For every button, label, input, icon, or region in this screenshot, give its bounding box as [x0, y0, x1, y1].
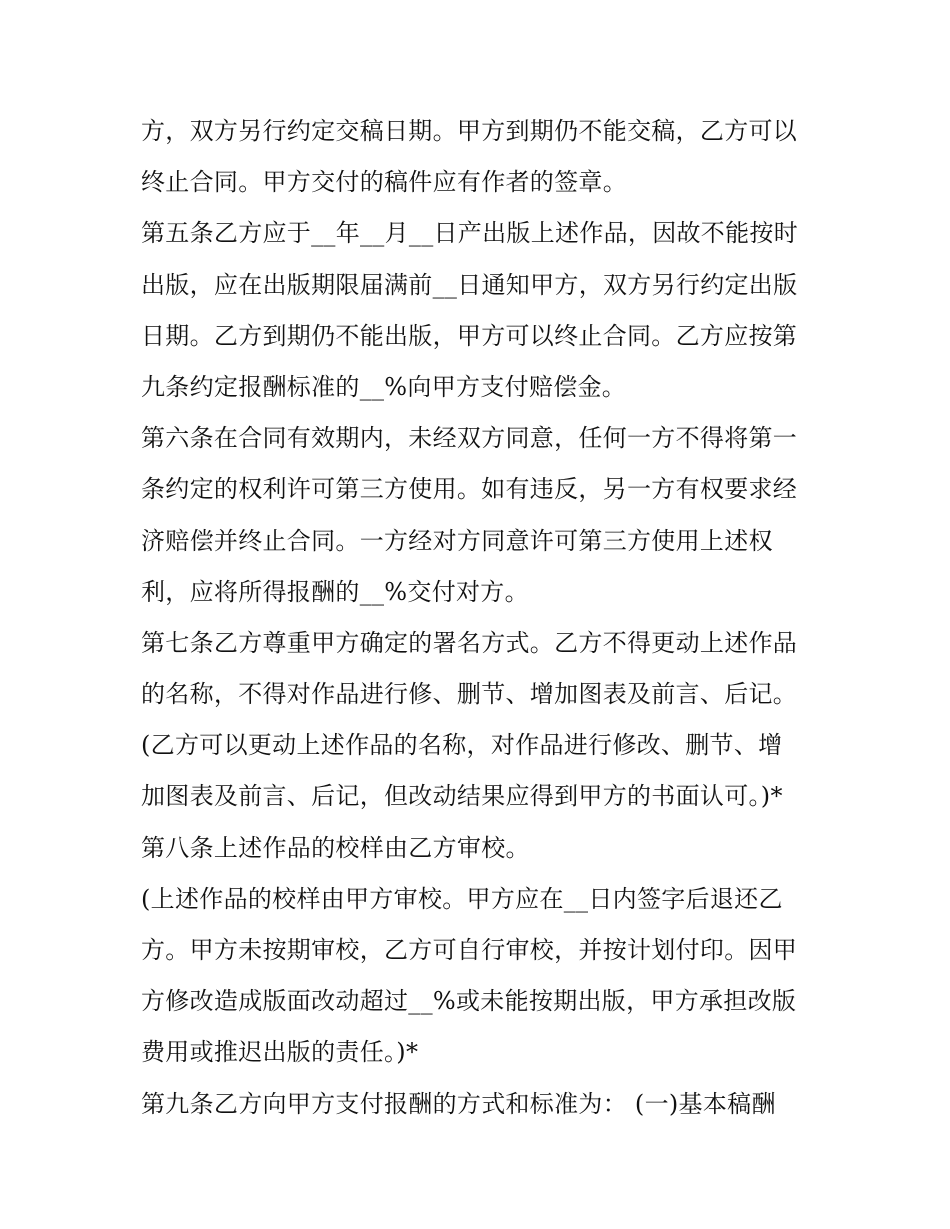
text-line: 第七条乙方尊重甲方确定的署名方式。乙方不得更动上述作品 [141, 628, 798, 657]
text-line: 方，双方另行约定交稿日期。甲方到期仍不能交稿，乙方可以 [141, 117, 798, 145]
contract-text [141, 106, 821, 1130]
text-line: 出版，应在出版期限届满前__日通知甲方，双方另行约定出版 [141, 270, 798, 299]
text-line: 济赔偿并终止合同。一方经对方同意许可第三方使用上述权 [141, 526, 773, 555]
text-line: 第五条乙方应于__年__月__日产出版上述作品，因故不能按时 [141, 219, 798, 248]
text-line: 加图表及前言、后记，但改动结果应得到甲方的书面认可。)* [141, 782, 783, 811]
text-line: 方。甲方未按期审校，乙方可自行审校，并按计划付印。因甲 [141, 936, 798, 964]
text-line: 方修改造成版面改动超过__%或未能按期出版，甲方承担改版 [141, 987, 797, 1016]
text-line: 日期。乙方到期仍不能出版，甲方可以终止合同。乙方应按第 [141, 321, 798, 350]
text-line: (乙方可以更动上述作品的名称，对作品进行修改、删节、增 [141, 731, 783, 760]
text-line: 条约定的权利许可第三方使用。如有违反，另一方有权要求经 [141, 475, 798, 504]
text-line: 第八条上述作品的校样由乙方审校。 [141, 833, 530, 862]
text-line: 第六条在合同有效期内，未经双方同意，任何一方不得将第一 [141, 424, 798, 453]
text-line: 的名称，不得对作品进行修、删节、增加图表及前言、后记。 [141, 680, 798, 709]
text-line: (上述作品的校样由甲方审校。甲方应在__日内签字后退还乙 [141, 884, 783, 913]
text-line: 九条约定报酬标准的__%向甲方支付赔偿金。 [141, 372, 627, 401]
text-line: 第九条乙方向甲方支付报酬的方式和标准为： (一)基本稿酬 [141, 1089, 776, 1118]
text-line: 费用或推迟出版的责任。)* [141, 1038, 419, 1067]
text-line: 利，应将所得报酬的__%交付对方。 [141, 577, 529, 606]
text-line: 终止合同。甲方交付的稿件应有作者的签章。 [141, 168, 627, 197]
